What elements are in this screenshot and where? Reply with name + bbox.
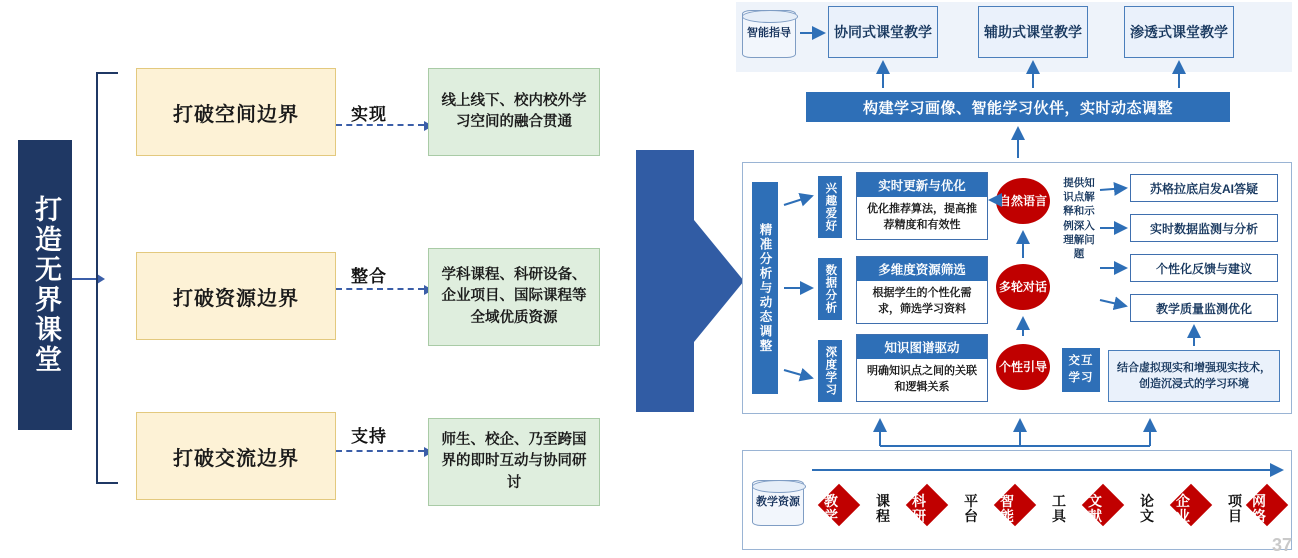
precision-analysis-strip: 精准分析与动态调整 <box>752 182 778 394</box>
resource-label-2: 课程 <box>876 493 890 525</box>
resource-label-8: 论文 <box>1140 493 1154 525</box>
knowledge-bridge-text: 提供知识点解释和示例深入理解问题 <box>1063 177 1095 260</box>
channel-box-3-head: 知识图谱驱动 <box>857 335 987 359</box>
channel-box-1[interactable] <box>856 172 988 240</box>
resource-label-11: 网络 <box>1252 493 1266 525</box>
detail-box-3[interactable]: 师生、校企、乃至跨国界的即时互动与协同研讨 <box>428 418 600 506</box>
channel-box-1-head: 实时更新与优化 <box>857 173 987 197</box>
channel-tag-3: 深度学习 <box>818 340 842 402</box>
relation-label-2: 整合 <box>351 267 387 286</box>
relation-label-1: 实现 <box>351 105 387 124</box>
output-item-1[interactable]: 苏格拉底启发AI答疑 <box>1130 174 1278 202</box>
teaching-resources-cylinder: 教学资源 <box>752 480 804 526</box>
detail-box-2[interactable]: 学科课程、科研设备、企业项目、国际课程等全域优质资源 <box>428 248 600 346</box>
title-to-bracket-arrow <box>72 278 98 280</box>
resource-label-1: 教学 <box>824 493 838 525</box>
relation-arrow-2 <box>336 288 424 290</box>
resource-label-6: 工具 <box>1052 493 1066 525</box>
channel-box-3-body: 明确知识点之间的关联和逻辑关系 <box>867 365 977 393</box>
output-item-4[interactable]: 教学质量监测优化 <box>1130 294 1278 322</box>
resource-label-4: 平台 <box>964 493 978 525</box>
resource-label-9: 企业 <box>1176 493 1190 525</box>
interaction-learning-tag: 交互学习 <box>1062 348 1100 392</box>
teaching-card-2[interactable]: 辅助式课堂教学 <box>978 6 1088 58</box>
vr-ar-note: 结合虚拟现实和增强现实技术，创造沉浸式的学习环境 <box>1108 350 1280 402</box>
relation-arrow-1 <box>336 124 424 126</box>
resource-label-5: 智能 <box>1000 493 1014 525</box>
boundary-box-2[interactable]: 打破资源边界 <box>136 252 336 340</box>
relation-label-3: 支持 <box>351 427 387 446</box>
teaching-card-3[interactable]: 渗透式课堂教学 <box>1124 6 1234 58</box>
channel-tag-1: 兴趣爱好 <box>818 176 842 238</box>
intelligent-guidance-cylinder: 智能指导 <box>742 10 796 58</box>
detail-box-1[interactable]: 线上线下、校内校外学习空间的融合贯通 <box>428 68 600 156</box>
channel-tag-2: 数据分析 <box>818 258 842 320</box>
channel-box-3[interactable] <box>856 334 988 402</box>
mode-ellipse-3[interactable]: 个性引导 <box>996 344 1050 390</box>
resource-label-3: 科研 <box>912 493 926 525</box>
learning-profile-banner: 构建学习画像、智能学习伙伴，实时动态调整 <box>806 92 1230 122</box>
mode-ellipse-1[interactable]: 自然语言 <box>996 178 1050 224</box>
transition-arrow <box>636 150 748 412</box>
channel-box-2[interactable] <box>856 256 988 324</box>
teaching-card-1[interactable]: 协同式课堂教学 <box>828 6 938 58</box>
boundary-box-1[interactable]: 打破空间边界 <box>136 68 336 156</box>
grouping-bracket <box>96 72 118 484</box>
mode-ellipse-2[interactable]: 多轮对话 <box>996 264 1050 310</box>
page-number: 37 <box>1271 535 1292 555</box>
output-item-2[interactable]: 实时数据监测与分析 <box>1130 214 1278 242</box>
boundary-box-3[interactable]: 打破交流边界 <box>136 412 336 500</box>
resource-label-10: 项目 <box>1228 493 1242 525</box>
channel-box-1-body: 优化推荐算法，提高推荐精度和有效性 <box>867 203 977 231</box>
relation-arrow-3 <box>336 450 424 452</box>
output-item-3[interactable]: 个性化反馈与建议 <box>1130 254 1278 282</box>
channel-box-2-body: 根据学生的个性化需求，筛选学习资料 <box>872 287 972 315</box>
resource-label-7: 文献 <box>1088 493 1102 525</box>
channel-box-2-head: 多维度资源筛选 <box>857 257 987 281</box>
page-title: 打造无界课堂 <box>18 140 72 430</box>
